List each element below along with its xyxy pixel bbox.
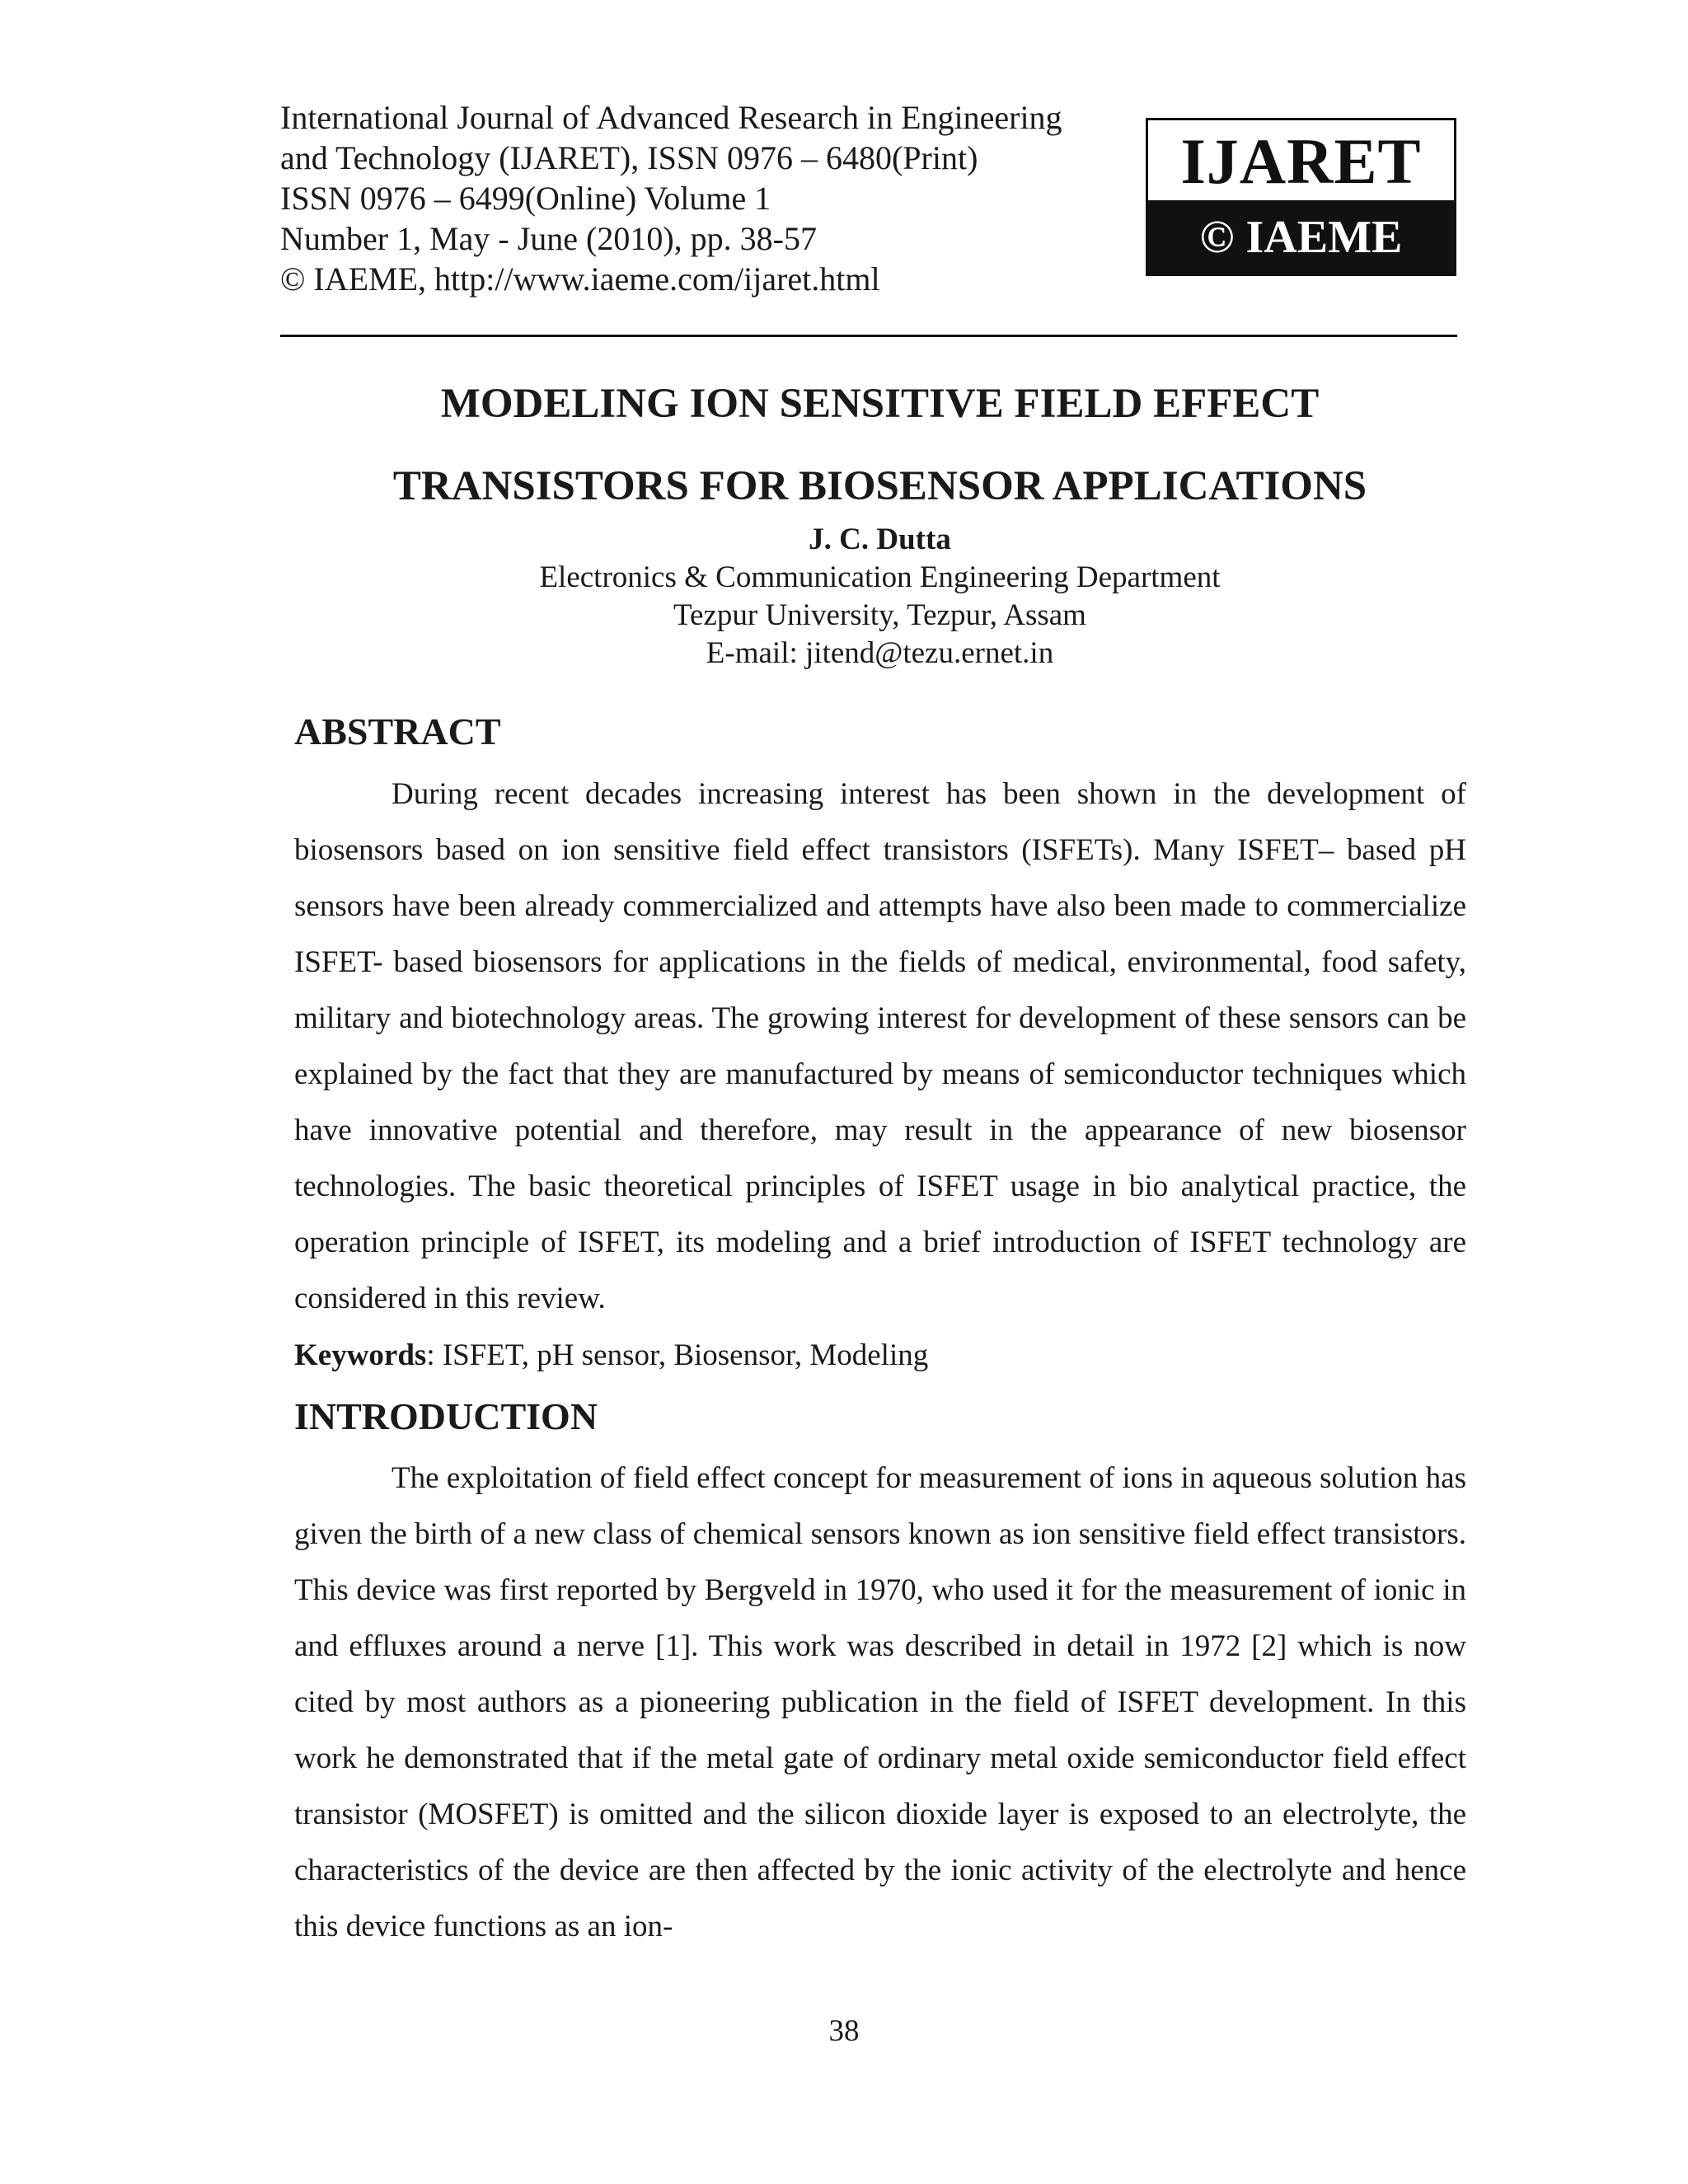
- keywords-label: Keywords: [294, 1338, 427, 1372]
- journal-logo: [1146, 118, 1456, 276]
- author-name: J. C. Dutta: [809, 523, 951, 556]
- citation-line: International Journal of Advanced Research in Engineering: [280, 99, 1062, 136]
- citation-line: Number 1, May - June (2010), pp. 38-57: [280, 220, 817, 257]
- introduction-heading: INTRODUCTION: [294, 1395, 598, 1437]
- citation-line: and Technology (IJARET), ISSN 0976 – 6480(Print): [280, 139, 978, 176]
- keywords-value: : ISFET, pH sensor, Biosensor, Modeling: [426, 1338, 929, 1372]
- author-university: Tezpur University, Tezpur, Assam: [673, 598, 1086, 632]
- introduction-text: The exploitation of field effect concept for measurement of ions in aqueous solution has given the birth of a new class of chemical sensors known as ion sensitive field effect transistors. This device was first reported by Bergveld in 1970, who used it for the measurement of ionic in and effluxes around a nerve [1]. This work was described in detail in 1972 [2] which is now cited by most authors as a pioneering publication in the field of ISFET development. In this work he demonstrated that if the metal gate of ordinary metal oxide semiconductor field effect transistor (MOSFET) is omitted and the silicon dioxide layer is exposed to an electrolyte, the characteristics of the device are then affected by the ionic activity of the electrolyte and hence this device functions as an ion-: [294, 1461, 1466, 1943]
- citation-line: ISSN 0976 – 6499(Online) Volume 1: [280, 180, 771, 217]
- author-block: [280, 521, 1479, 673]
- page-number: 38: [828, 2014, 860, 2048]
- paper-title: [280, 363, 1479, 527]
- citation-line: © IAEME, http://www.iaeme.com/ijaret.html: [280, 260, 880, 298]
- author-department: Electronics & Communication Engineering Department: [539, 560, 1221, 594]
- title-line: TRANSISTORS FOR BIOSENSOR APPLICATIONS: [392, 463, 1367, 509]
- logo-publisher: © IAEME: [1148, 200, 1454, 274]
- abstract-heading: ABSTRACT: [294, 710, 501, 752]
- header-divider: [280, 335, 1457, 337]
- logo-title: IJARET: [1180, 125, 1422, 197]
- title-line: MODELING ION SENSITIVE FIELD EFFECT: [440, 381, 1320, 427]
- abstract-text: During recent decades increasing interest has been shown in the development of biosensors based on ion sensitive field effect transistors (ISFETs). Many ISFET– based pH sensors have been already commercialized and attempts have also been made to commercialize ISFET- based biosensors for applications in the fields of medical, environmental, food safety, military and biotechnology areas. The growing interest for development of these sensors can be explained by the fact that they are manufactured by means of semiconductor techniques which have innovative potential and therefore, may result in the appearance of new biosensor technologies. The basic theoretical principles of ISFET usage in bio analytical practice, the operation principle of ISFET, its modeling and a brief introduction of ISFET technology are considered in this review.: [294, 777, 1466, 1315]
- keywords: [294, 1333, 928, 1379]
- author-email: E-mail: jitend@tezu.ernet.in: [706, 636, 1054, 670]
- journal-citation: [280, 97, 1137, 299]
